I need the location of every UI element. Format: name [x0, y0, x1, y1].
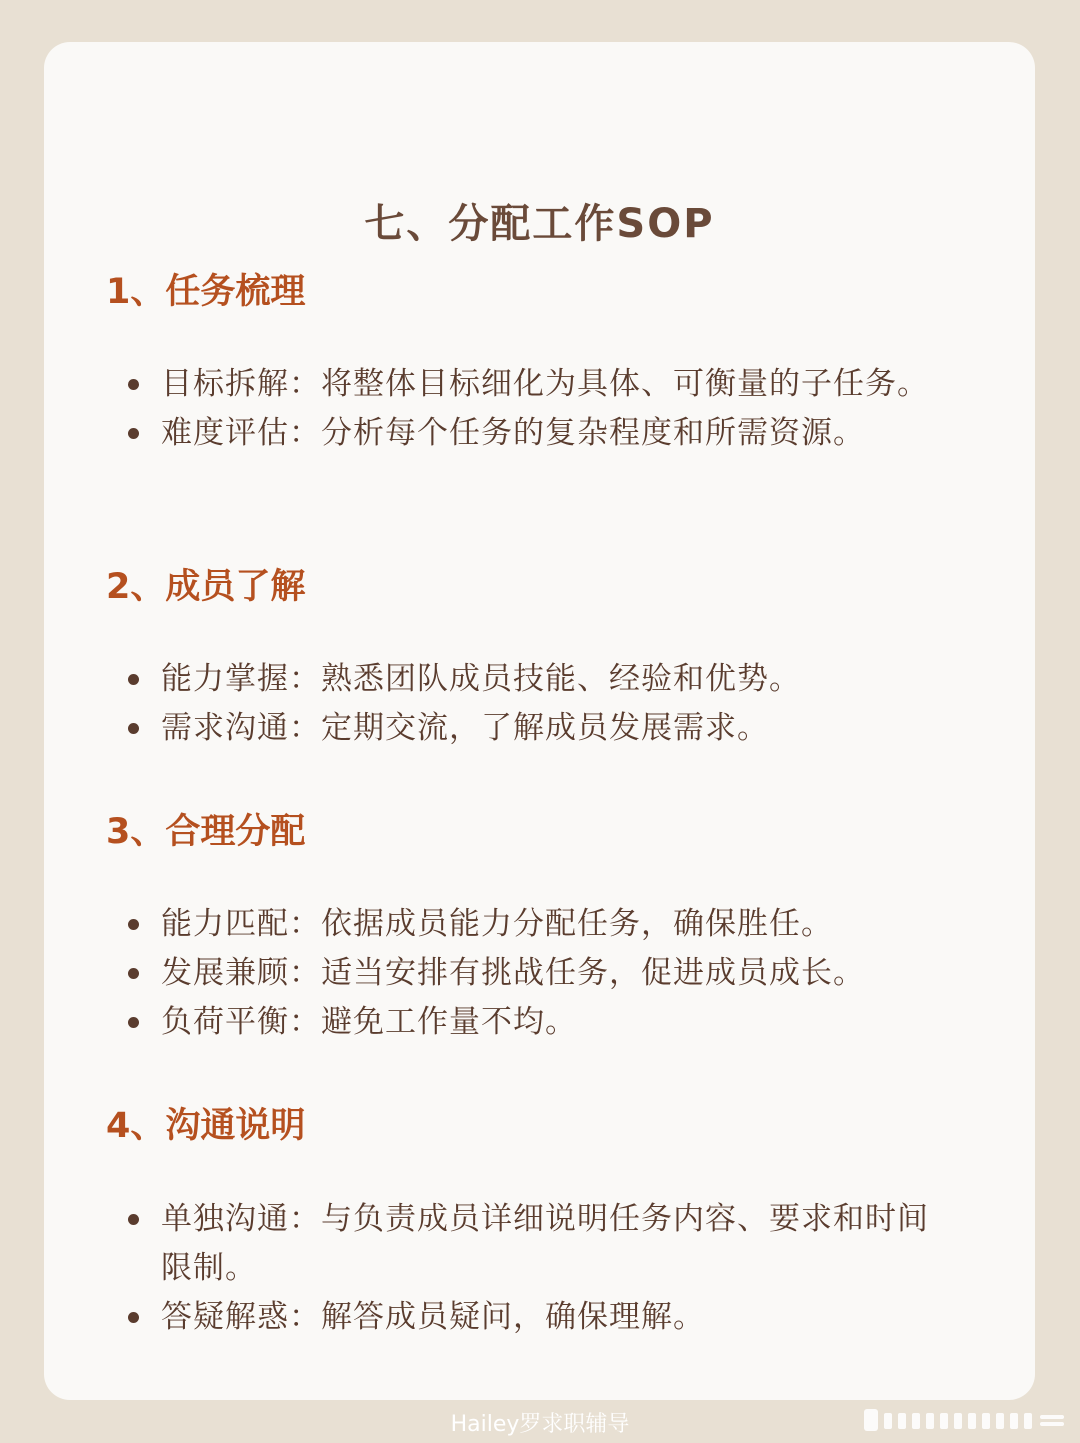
section-1-list [128, 360, 948, 458]
list-item: 难度评估：分析每个任务的复杂程度和所需资源。 [128, 409, 948, 458]
section-2-heading: 2、成员了解 [106, 567, 306, 607]
watermark-text: Hailey罗求职辅导 [450, 1412, 630, 1437]
section-4-list [128, 1195, 948, 1342]
bullet-icon [128, 1214, 139, 1225]
list-item: 需求沟通：定期交流，了解成员发展需求。 [128, 704, 948, 753]
content-card [44, 42, 1035, 1400]
section-2-list [128, 655, 948, 753]
bullet-icon [128, 428, 139, 439]
page-title: 七、分配工作SOP [364, 201, 715, 247]
watermark-logo-icon [860, 1405, 1070, 1435]
section-3-heading: 3、合理分配 [106, 812, 306, 852]
list-item: 发展兼顾：适当安排有挑战任务，促进成员成长。 [128, 949, 948, 998]
list-item: 目标拆解：将整体目标细化为具体、可衡量的子任务。 [128, 360, 948, 409]
list-item: 能力匹配：依据成员能力分配任务，确保胜任。 [128, 900, 948, 949]
bullet-icon [128, 1312, 139, 1323]
bullet-icon [128, 968, 139, 979]
list-item: 负荷平衡：避免工作量不均。 [128, 998, 948, 1047]
section-3-list [128, 900, 948, 1047]
list-item: 能力掌握：熟悉团队成员技能、经验和优势。 [128, 655, 948, 704]
bullet-icon [128, 1017, 139, 1028]
list-item: 答疑解惑：解答成员疑问，确保理解。 [128, 1293, 948, 1342]
bullet-icon [128, 919, 139, 930]
bullet-icon [128, 674, 139, 685]
bullet-icon [128, 379, 139, 390]
section-1-heading: 1、任务梳理 [106, 272, 306, 312]
bullet-icon [128, 723, 139, 734]
list-item: 单独沟通：与负责成员详细说明任务内容、要求和时间限制。 [128, 1195, 948, 1293]
section-4-heading: 4、沟通说明 [106, 1106, 306, 1146]
